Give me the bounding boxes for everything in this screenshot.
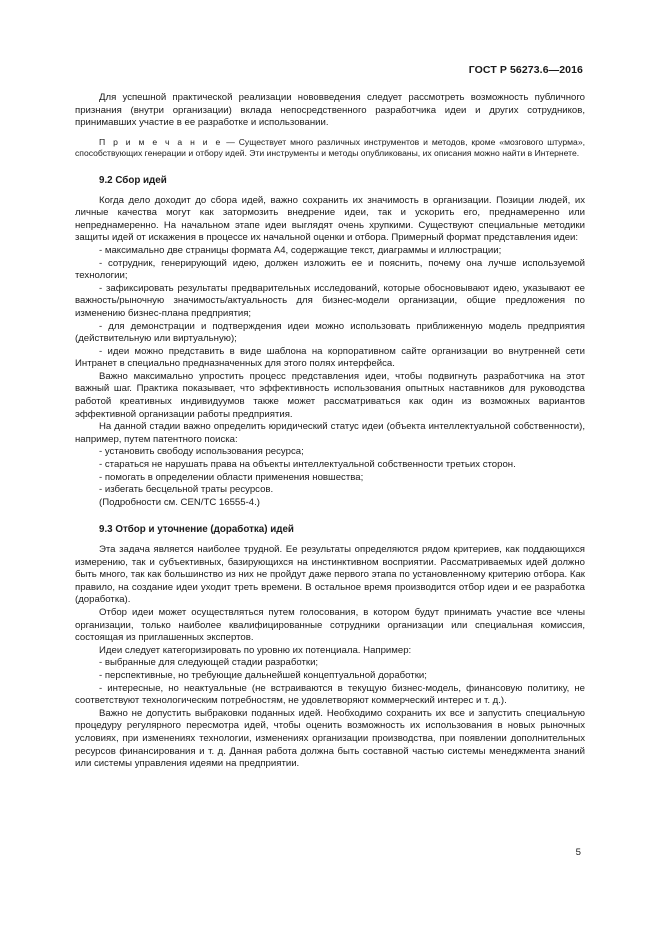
list-item: - выбранные для следующей стадии разработки; [99,657,319,669]
list-item: - установить свободу использования ресурса; [99,446,304,458]
section-9-3-paragraph-3: Идеи следует категоризировать по уровню их потенциала. Например: [99,644,412,656]
section-9-2-heading: 9.2 Сбор идей [99,174,167,186]
list-item: - избегать бесцельной траты ресурсов. [99,484,274,496]
list-item: - перспективные, но требующие дальнейшей концептуальной доработки; [99,669,427,681]
section-9-2-paragraph-3: На данной стадии важно определить юридический статус идеи (объекта интеллектуальной собственности), например, путем патентного поиска: [75,421,585,445]
list-item: - стараться не нарушать права на объекты интеллектуальной собственности третьих сторон. [99,459,516,471]
list-item: - для демонстрации и подтверждения идеи можно использовать приближенную модель предприятия (действительную или виртуальную); [75,320,585,345]
list-item: - сотрудник, генерирующий идею, должен изложить ее и пояснить, почему она лучше используемой технологии; [75,257,585,282]
section-9-3-heading: 9.3 Отбор и уточнение (доработка) идей [99,524,294,536]
document-id-header: ГОСТ Р 56273.6—2016 [468,64,583,76]
section-9-2-paragraph-2: Важно максимально упростить процесс представления идеи, чтобы подвигнуть разработчика на этот важный шаг. Практика показывает, что эффективность использования опытных наставников для руководства работой креативных индивидуумов также может рассматриваться как один из возможных вариантов эффективной организации работы предприятия. [75,370,585,420]
section-9-3-paragraph-2: Отбор идеи может осуществляться путем голосования, в котором будут принимать участие все члены организации, только наиболее квалифицированные сотрудники организации или специальная комиссия, состоящая из приглашенных экспертов. [75,606,585,644]
list-item: - зафиксировать результаты предварительных исследований, которые обосновывают идею, указывают ее важность/рыночную значимость/актуальность для бизнес-модели организации, общие предложения по изменению бизнес-плана предприятия; [75,282,585,319]
section-9-2-paragraph-1: Когда дело доходит до сбора идей, важно сохранить их значимость в организации. Позиции людей, их личные качества могут как затормозить внедрение идеи, так и ускорить его, преднамеренно или непреднамеренно. На начальном этапе идеи выглядят очень хрупкими. Существуют специальные методики защиты идей от искажения в процессе их начальной оценки и отбора. Примерный формат представления идеи: [75,194,585,244]
list-item: - помогать в определении области применения новшества; [99,471,364,483]
note-label: П р и м е ч а н и е [99,136,223,147]
page-number: 5 [575,847,581,858]
section-9-3-paragraph-4: Важно не допустить выбраковки поданных идей. Необходимо сохранить их все и запустить специальную процедуру регулярного пересмотра идей, чтобы оценить возможность их использования в новых рыночных условиях, при изменениях технологии, изменениях организации производства, при появлении дополнительных ресурсов финансирования и т. д. Данная работа должна быть составной частью системы менеджмента знаний или системы управления идеями на предприятии. [75,707,585,770]
note-paragraph [75,137,585,160]
reference-note: (Подробности см. CEN/TC 16555-4.) [99,496,260,508]
list-item: - интересные, но неактуальные (не встраиваются в текущую бизнес-модель, финансовую политику, не соответствуют технологическим потребностям, не удовлетворяют коммерческий интерес и т. д.). [75,682,585,707]
intro-paragraph: Для успешной практической реализации нововведения следует рассмотреть возможность публичного признания (внутри организации) вклада непосредственного разработчика идеи и других сотрудников, принимавших участие в ее разработке и использовании. [75,92,585,129]
section-9-3-paragraph-1: Эта задача является наиболее трудной. Ее результаты определяются рядом критериев, как поддающихся измерению, так и субъективных, базирующихся на инстинктивном восприятии. Рассматриваемых идей должно быть много, так как большинство из них не пройдут даже первого этапа по установленному критерию отбора. Как правило, на создание идеи уходит треть времени. В остальное время производится отбор идеи и ее разработка (доработка). [75,544,585,606]
note-text: — Существует много различных инструментов и методов, кроме «мозгового штурма», способствующих генерации и отбору идей. Эти инструменты и методы опубликованы, их описания можно найти в Интернете. [75,136,585,159]
page-content [75,92,585,771]
list-item: - максимально две страницы формата А4, содержащие текст, диаграммы и иллюстрации; [99,244,502,256]
list-item: - идеи можно представить в виде шаблона на корпоративном сайте организации во внутренней сети Интранет в специально предназначенных для этого полях интерфейса. [75,345,585,370]
